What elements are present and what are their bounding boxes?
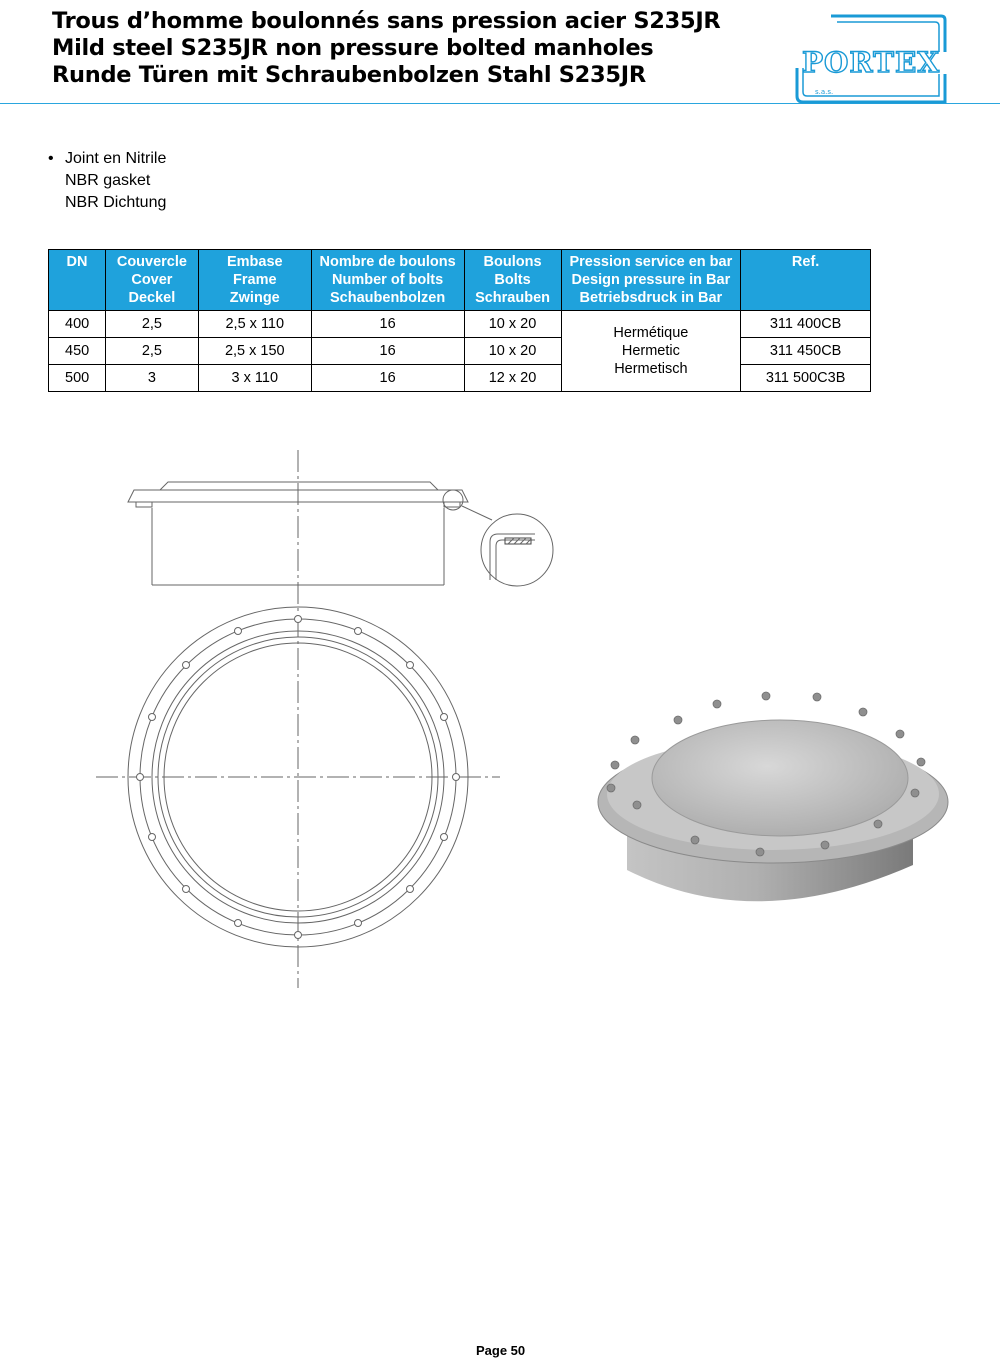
- cell-dn: 500: [49, 365, 106, 392]
- cell-ref: 311 500C3B: [741, 365, 871, 392]
- cell-bolts: 10 x 20: [464, 338, 561, 365]
- cell-cover: 2,5: [105, 338, 198, 365]
- cell-bolt-count: 16: [311, 365, 464, 392]
- cell-bolts: 12 x 20: [464, 365, 561, 392]
- cell-dn: 400: [49, 311, 106, 338]
- gasket-fr: Joint en Nitrile: [65, 150, 167, 167]
- title-en: Mild steel S235JR non pressure bolted manholes: [52, 35, 654, 61]
- gasket-en: NBR gasket: [65, 172, 151, 189]
- table-row: [49, 338, 871, 365]
- cell-frame: 2,5 x 150: [198, 338, 311, 365]
- page-number: Page 50: [476, 1343, 526, 1358]
- cell-pressure: Hermétique Hermetic Hermetisch: [561, 311, 741, 392]
- col-dn: DN: [49, 250, 106, 311]
- cell-cover: 2,5: [105, 311, 198, 338]
- cell-frame: 3 x 110: [198, 365, 311, 392]
- manhole-photo: [595, 660, 950, 920]
- cell-cover: 3: [105, 365, 198, 392]
- cell-dn: 450: [49, 338, 106, 365]
- col-frame: Embase Frame Zwinge: [198, 250, 311, 311]
- cell-bolts: 10 x 20: [464, 311, 561, 338]
- title-de: Runde Türen mit Schraubenbolzen Stahl S235JR: [52, 62, 646, 88]
- table-row: [49, 365, 871, 392]
- spec-table: [48, 249, 871, 392]
- title-fr: Trous d’homme boulonnés sans pression acier S235JR: [52, 8, 721, 34]
- col-bolt-count: Nombre de boulons Number of bolts Schaubenbolzen: [311, 250, 464, 311]
- cell-ref: 311 450CB: [741, 338, 871, 365]
- cell-ref: 311 400CB: [741, 311, 871, 338]
- gasket-list: [48, 148, 166, 214]
- title-block: [52, 8, 720, 89]
- svg-text:PORTEX: PORTEX: [801, 46, 941, 79]
- table-header-row: [49, 250, 871, 311]
- bullet-dot: •: [48, 150, 54, 167]
- cell-bolt-count: 16: [311, 338, 464, 365]
- table-row: [49, 311, 871, 338]
- col-bolts: Boulons Bolts Schrauben: [464, 250, 561, 311]
- technical-drawing: [90, 440, 610, 1000]
- col-ref: Ref.: [741, 250, 871, 311]
- cell-bolt-count: 16: [311, 311, 464, 338]
- col-cover: Couvercle Cover Deckel: [105, 250, 198, 311]
- col-pressure: Pression service en bar Design pressure in Bar Betriebsdruck in Bar: [561, 250, 741, 311]
- gasket-de: NBR Dichtung: [65, 194, 167, 211]
- portex-logo: [793, 12, 949, 108]
- cell-frame: 2,5 x 110: [198, 311, 311, 338]
- svg-text:s.a.s.: s.a.s.: [815, 88, 834, 96]
